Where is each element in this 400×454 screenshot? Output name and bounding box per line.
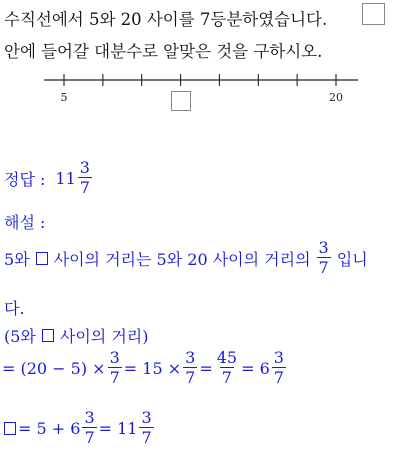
answer-label: 정답 : <box>4 169 46 189</box>
answer-fraction: $\frac{3}{7}$ <box>79 158 90 197</box>
fraction: $\frac{3}{7}$ <box>141 408 152 447</box>
explanation-line-2: 다. <box>4 299 25 318</box>
fraction: $\frac{3}{7}$ <box>109 348 120 387</box>
number-line-blank-box <box>171 91 191 111</box>
blank-box-icon <box>42 329 54 342</box>
explanation-line-3: (5와 사이의 거리) <box>4 327 149 346</box>
question-line-1: 수직선에서 5와 20 사이를 7등분하였습니다. <box>4 10 328 29</box>
number-line <box>0 68 400 118</box>
fraction: $\frac{45}{7}$ <box>216 348 238 387</box>
fraction: $\frac{3}{7}$ <box>185 348 196 387</box>
fraction: $\frac{3}{7}$ <box>273 348 284 387</box>
answer-row <box>4 160 94 196</box>
equation-line-1: = (20 − 5) × $\frac{3}{7}$ = 15 × $\frac{3}{7}$ = $\frac{45}{7}$ = 6 $\frac{3}{7}$ <box>2 348 284 387</box>
equation-line-2: = 5 + 6 $\frac{3}{7}$ = 11 $\frac{3}{7}$ <box>4 410 156 446</box>
blank-box-icon <box>36 252 48 265</box>
fraction-3-7: $\frac{3}{7}$ <box>318 238 329 277</box>
fraction: $\frac{3}{7}$ <box>84 408 95 447</box>
answer-whole: 11 <box>55 168 76 188</box>
answer-blank-box <box>362 3 385 25</box>
number-line-label-5: 5 <box>60 91 68 104</box>
explanation-label: 해설 : <box>4 213 46 232</box>
question-line-2: 안에 들어갈 대분수로 알맞은 것을 구하시오. <box>4 42 323 61</box>
explanation-line-1: 5와 사이의 거리는 5와 20 사이의 거리의 $\frac{3}{7}$ 입니 <box>4 238 368 277</box>
number-line-label-20: 20 <box>329 91 343 104</box>
blank-box-icon <box>4 422 16 435</box>
